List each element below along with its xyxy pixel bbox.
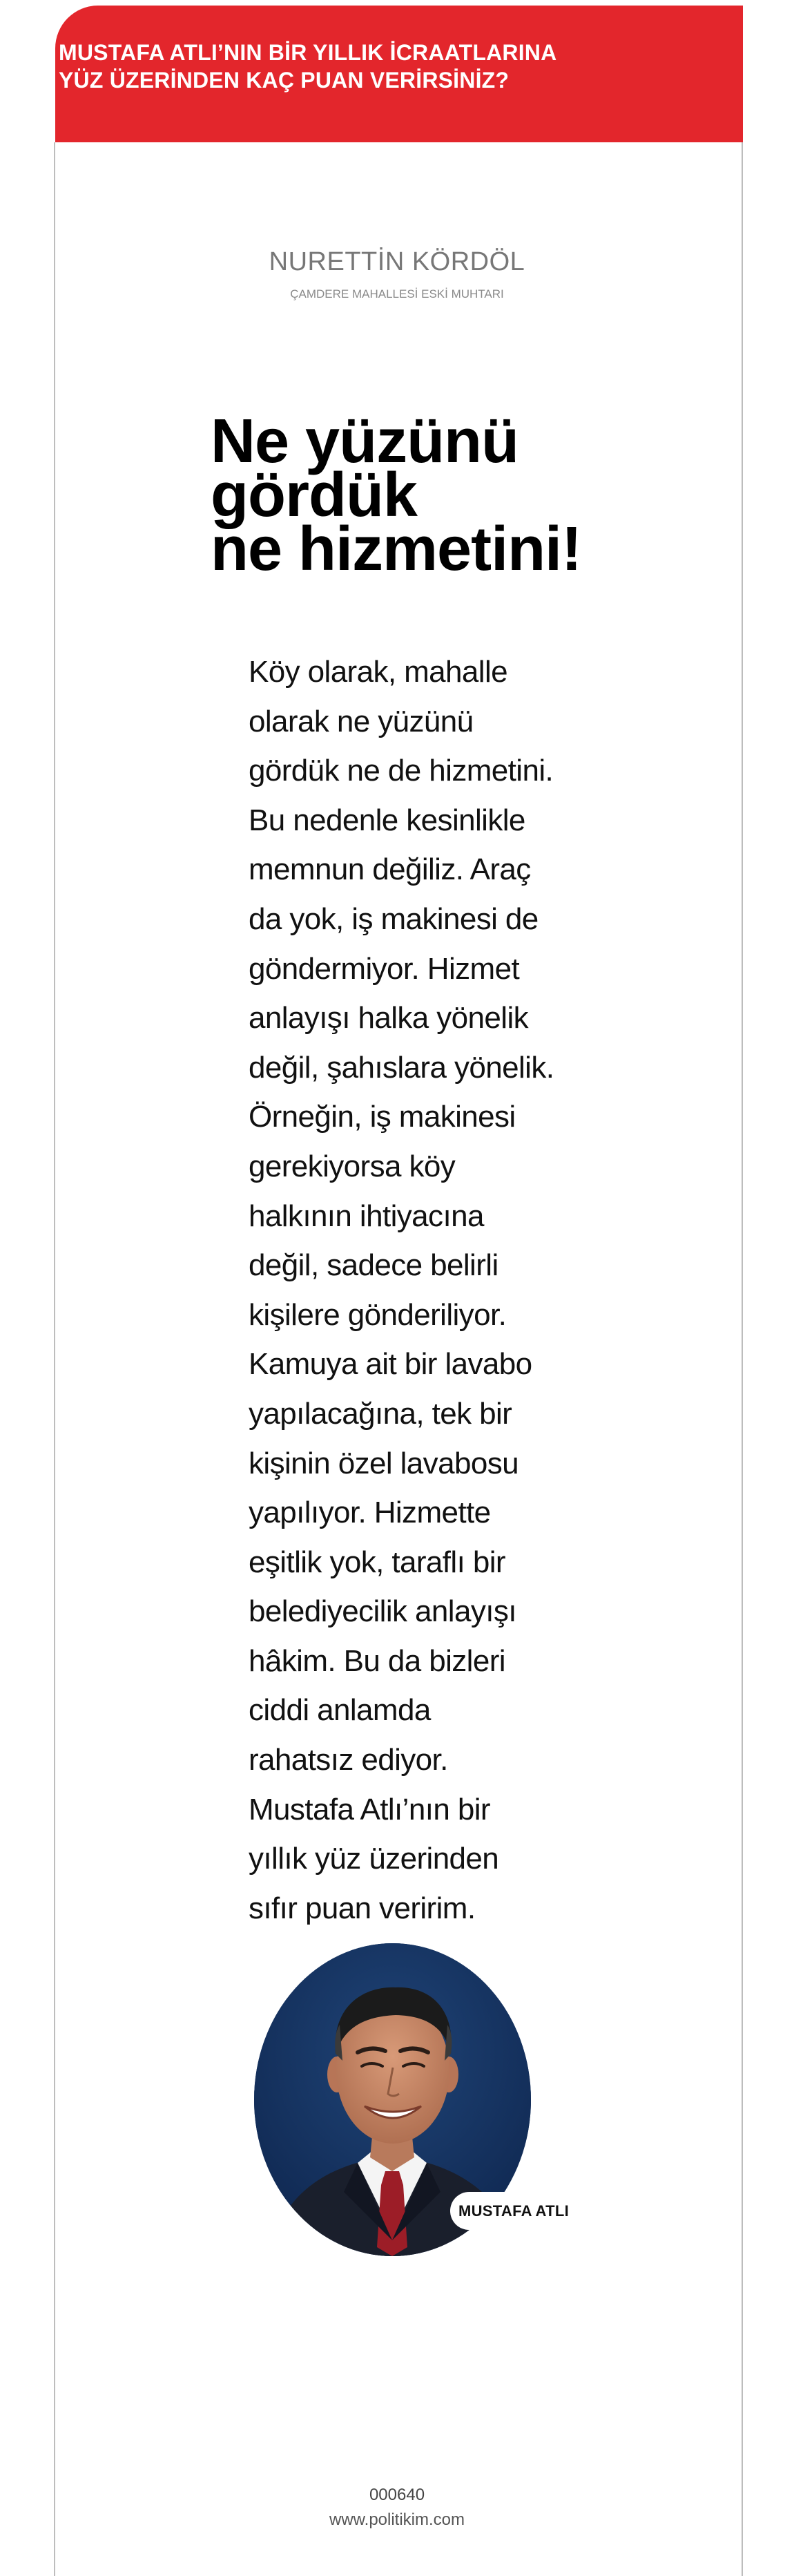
ad-code: 000640 bbox=[369, 2486, 425, 2504]
headline-line: gördük bbox=[211, 461, 417, 530]
necktie bbox=[377, 2171, 407, 2256]
header-question bbox=[59, 39, 652, 94]
body-line: değil, şahıslara yönelik. bbox=[249, 1050, 554, 1085]
header-question-line: YÜZ ÜZERİNDEN KAÇ PUAN VERİRSİNİZ? bbox=[59, 68, 510, 93]
body-line: halkının ihtiyacına bbox=[249, 1199, 484, 1233]
body-line: belediyecilik anlayışı bbox=[249, 1594, 516, 1629]
article-body bbox=[249, 647, 554, 1933]
headline-line: Ne yüzünü bbox=[211, 407, 519, 476]
body-line: Bu nedenle kesinlikle bbox=[249, 803, 525, 837]
header-question-line: MUSTAFA ATLI’NIN BİR YILLIK İCRAATLARINA bbox=[59, 40, 557, 65]
body-line: eşitlik yok, taraflı bir bbox=[249, 1545, 505, 1579]
body-line: değil, sadece belirli bbox=[249, 1248, 498, 1283]
respondent-name: NURETTİN KÖRDÖL bbox=[269, 247, 525, 276]
body-line: da yok, iş makinesi de bbox=[249, 901, 539, 936]
body-line: olarak ne yüzünü bbox=[249, 704, 474, 738]
body-line: anlayışı halka yönelik bbox=[249, 1001, 529, 1036]
article-headline bbox=[211, 407, 582, 584]
body-line: kişilere gönderiliyor. bbox=[249, 1297, 507, 1332]
body-line: yıllık yüz üzerinden bbox=[249, 1842, 499, 1876]
body-line: sıfır puan veririm. bbox=[249, 1891, 476, 1925]
body-line: Mustafa Atlı’nın bir bbox=[249, 1792, 490, 1826]
website-link[interactable]: www.politikim.com bbox=[329, 2510, 465, 2529]
body-line: gerekiyorsa köy bbox=[249, 1149, 456, 1183]
body-line: kişinin özel lavabosu bbox=[249, 1446, 519, 1480]
respondent-role: ÇAMDERE MAHALLESİ ESKİ MUHTARI bbox=[290, 287, 504, 300]
body-line: Kamuya ait bir lavabo bbox=[249, 1347, 532, 1382]
photo-caption: MUSTAFA ATLI bbox=[450, 2192, 577, 2230]
body-line: göndermiyor. Hizmet bbox=[249, 951, 520, 986]
headline-line: ne hizmetini! bbox=[211, 515, 582, 584]
body-line: gördük ne de hizmetini. bbox=[249, 754, 554, 788]
body-line: ciddi anlamda bbox=[249, 1693, 431, 1728]
body-line: yapılıyor. Hizmette bbox=[249, 1496, 491, 1530]
body-line: Köy olarak, mahalle bbox=[249, 655, 508, 689]
body-line: yapılacağına, tek bir bbox=[249, 1396, 512, 1431]
body-line: rahatsız ediyor. bbox=[249, 1743, 448, 1777]
body-line: memnun değiliz. Araç bbox=[249, 852, 531, 887]
body-line: hâkim. Bu da bizleri bbox=[249, 1643, 505, 1678]
body-line: Örneğin, iş makinesi bbox=[249, 1100, 516, 1134]
